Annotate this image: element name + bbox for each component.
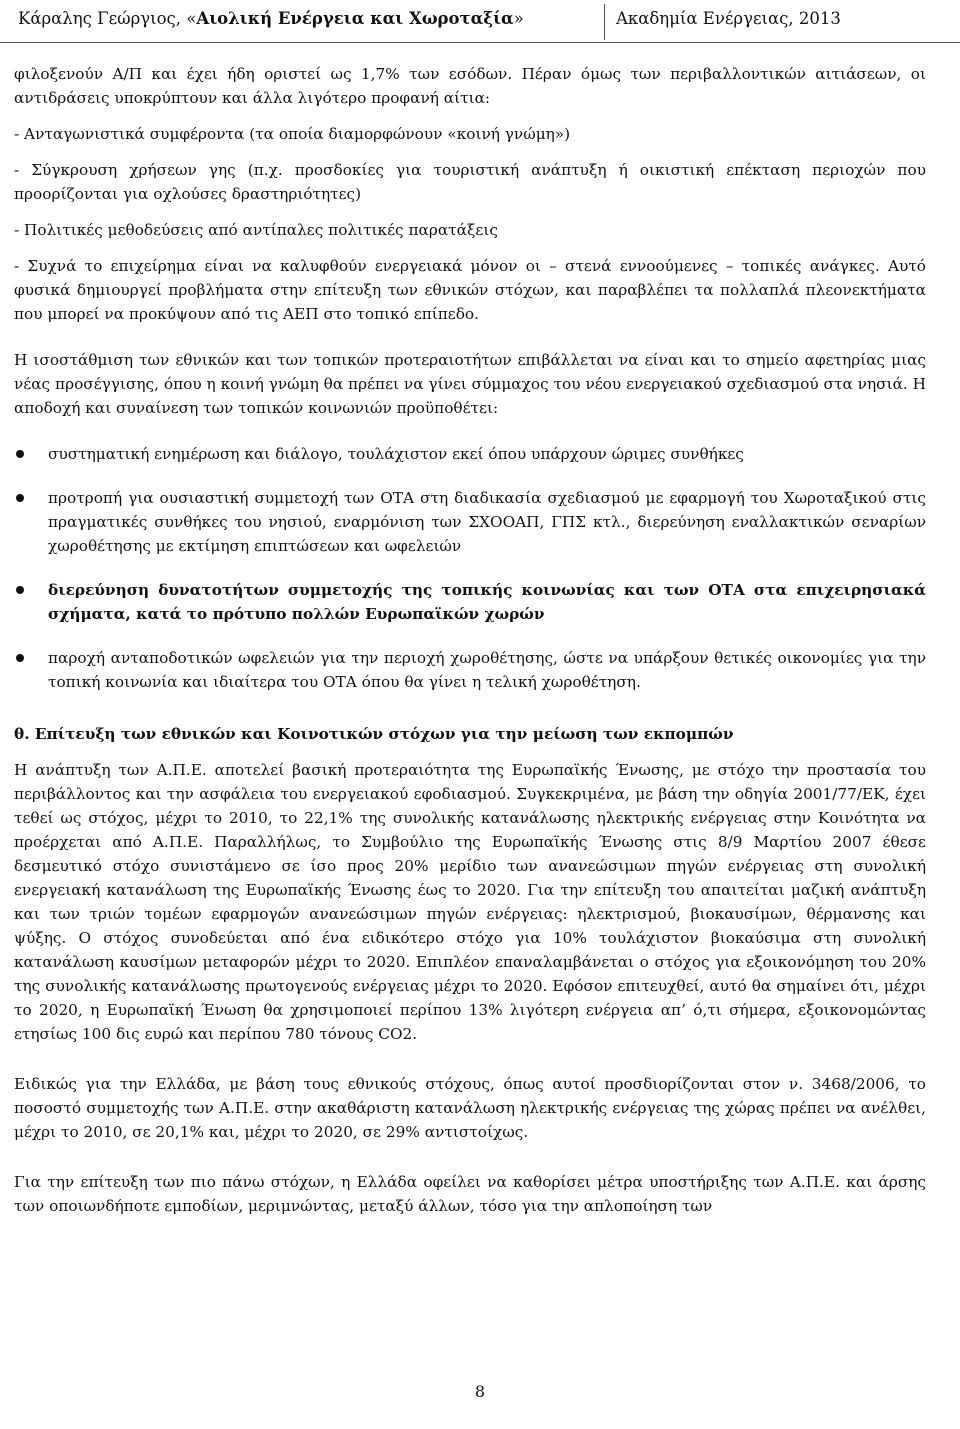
paragraph: Η ανάπτυξη των Α.Π.Ε. αποτελεί βασική προτεραιότητα της Ευρωπαϊκής Ένωσης, με στόχο την προστασία του περιβάλλοντος και την ασφάλεια του ενεργειακού εφοδιασμού. Συγκεκριμένα, με βάση την οδηγία 2001/77/ΕΚ, έχει τεθεί ως στόχος, μέχρι το 2010, το 22,1% της συνολικής κατανάλωσης ηλεκτρικής ενέργειας στην Κοινότητα να προέρχεται από Α.Π.Ε. Παραλλήλως, το Συμβούλιο της Ευρωπαϊκής Ένωσης στις 8/9 Μαρτίου 2007 έθεσε δεσμευτικό στόχο συνιστάμενο σε ίσο προς 20% μερίδιο των ανανεώσιμων πηγών ενέργειας στη συνολική ενεργειακή κατανάλωση της Ευρωπαϊκής Ένωσης έως το 2020. Για την επίτευξη του απαιτείται μαζική ανάπτυξη και των τριών τομέων εφαρμογών ανανεώσιμων πηγών ενέργειας: ηλεκτρισμού, βιοκαυσίμων, θέρμανσης και ψύξης. Ο στόχος συνοδεύεται από ένα ειδικότερο στόχο για 10% τουλάχιστον βιοκαύσιμα στη συνολική κατανάλωση καυσίμων μεταφορών μέχρι το 2020. Επιπλέον επαναλαμβάνεται ο στόχος για εξοικονόμηση του 20% της συνολικής κατανάλωσης πρωτογενούς ενέργειας μέχρι το 2020. Εφόσον επιτευχθεί, αυτό θα σημαίνει ότι, μέχρι το 2020, η Ευρωπαϊκή Ένωση θα χρησιμοποιεί περίπου 13% λιγότερη ενέργεια απ’ ό,τι σήμερα, εξοικονομώντας ετησίως 100 δις ευρώ και περίπου 780 τόνους CO2.: [14, 761, 926, 1043]
paragraph: - Συχνά το επιχείρημα είναι να καλυφθούν ενεργειακά μόνον οι – στενά εννοούμενες – τοπικές ανάγκες. Αυτό φυσικά δημιουργεί προβλήματα στην επίτευξη των εθνικών στόχων, και παραβλέπει τα πολλαπλά πλεονεκτήματα που μπορεί να προκύψουν από τις ΑΕΠ στο τοπικό επίπεδο.: [14, 257, 926, 323]
list-item-text: παροχή ανταποδοτικών ωφελειών για την περιοχή χωροθέτησης, ώστε να υπάρξουν θετικές οικονομίες για την τοπική κοινωνία και ιδιαίτερα του ΟΤΑ όπου θα γίνει η τελική χωροθέτηση.: [48, 649, 926, 691]
header-title: Αιολική Ενέργεια και Χωροταξία: [196, 9, 514, 28]
bullet-list: [14, 442, 926, 694]
page-number: 8: [474, 1382, 486, 1401]
header-publisher: Ακαδημία Ενέργειας, 2013: [616, 9, 841, 28]
section-heading: θ. Επίτευξη των εθνικών και Κοινοτικών στόχων για την μείωση των εκπομπών: [14, 725, 734, 743]
list-item-text: διερεύνηση δυνατοτήτων συμμετοχής της τοπικής κοινωνίας και των ΟΤΑ στα επιχειρησιακά σχήματα, κατά το πρότυπο πολλών Ευρωπαϊκών χωρών: [48, 581, 926, 623]
list-item: [14, 442, 926, 466]
header-author-title: [18, 9, 524, 28]
paragraph: Ειδικώς για την Ελλάδα, με βάση τους εθνικούς στόχους, όπως αυτοί προσδιορίζονται στον ν. 3468/2006, το ποσοστό συμμετοχής των Α.Π.Ε. στην ακαθάριστη κατανάλωση ηλεκτρικής ενέργειας της χώρας πρέπει να ανέλθει, μέχρι το 2010, σε 20,1% και, μέχρι το 2020, σε 29% αντιστοίχως.: [14, 1075, 926, 1141]
header-author: Κάραλης Γεώργιος, «: [18, 9, 197, 28]
bullet-icon: [16, 654, 24, 662]
page-header: [0, 0, 960, 44]
header-quote-close: »: [513, 9, 524, 28]
header-separator: [604, 4, 605, 40]
paragraph: Για την επίτευξη των πιο πάνω στόχων, η Ελλάδα οφείλει να καθορίσει μέτρα υποστήριξης των Α.Π.Ε. και άρσης των οποιωνδήποτε εμποδίων, μεριμνώντας, μεταξύ άλλων, τόσο για την απλοποίηση των: [14, 1173, 926, 1215]
list-item-text: συστηματική ενημέρωση και διάλογο, τουλάχιστον εκεί όπου υπάρχουν ώριμες συνθήκες: [48, 445, 744, 463]
list-item: [14, 578, 926, 626]
list-item-text: προτροπή για ουσιαστική συμμετοχή των ΟΤΑ στη διαδικασία σχεδιασμού με εφαρμογή του Χωροταξικού στις πραγματικές συνθήκες του νησιού, εναρμόνιση των ΣΧΟΟΑΠ, ΓΠΣ κτλ., διερεύνηση εναλλακτικών σεναρίων χωροθέτησης με εκτίμηση επιπτώσεων και ωφελειών: [48, 489, 926, 555]
paragraph: - Σύγκρουση χρήσεων γης (π.χ. προσδοκίες για τουριστική ανάπτυξη ή οικιστική επέκταση περιοχών που προορίζονται για οχλούσες δραστηριότητες): [14, 161, 926, 203]
bullet-icon: [16, 586, 24, 594]
bullet-icon: [16, 494, 24, 502]
paragraph: Η ισοστάθμιση των εθνικών και των τοπικών προτεραιοτήτων επιβάλλεται να είναι και το σημείο αφετηρίας μιας νέας προσέγγισης, όπου η κοινή γνώμη θα πρέπει να γίνει σύμμαχος του νέου ενεργειακού σχεδιασμού στα νησιά. Η αποδοχή και συναίνεση των τοπικών κοινωνιών προϋποθέτει:: [14, 351, 926, 417]
list-item: [14, 486, 926, 558]
header-rule: [0, 42, 960, 43]
list-item: [14, 646, 926, 694]
bullet-icon: [16, 450, 24, 458]
page-body: [14, 62, 926, 1218]
paragraph: φιλοξενούν Α/Π και έχει ήδη οριστεί ως 1,7% των εσόδων. Πέραν όμως των περιβαλλοντικών αιτιάσεων, οι αντιδράσεις υποκρύπτουν και άλλα λιγότερο προφανή αίτια:: [14, 65, 926, 107]
paragraph: - Πολιτικές μεθοδεύσεις από αντίπαλες πολιτικές παρατάξεις: [14, 221, 498, 239]
paragraph: - Ανταγωνιστικά συμφέροντα (τα οποία διαμορφώνουν «κοινή γνώμη»): [14, 125, 571, 143]
